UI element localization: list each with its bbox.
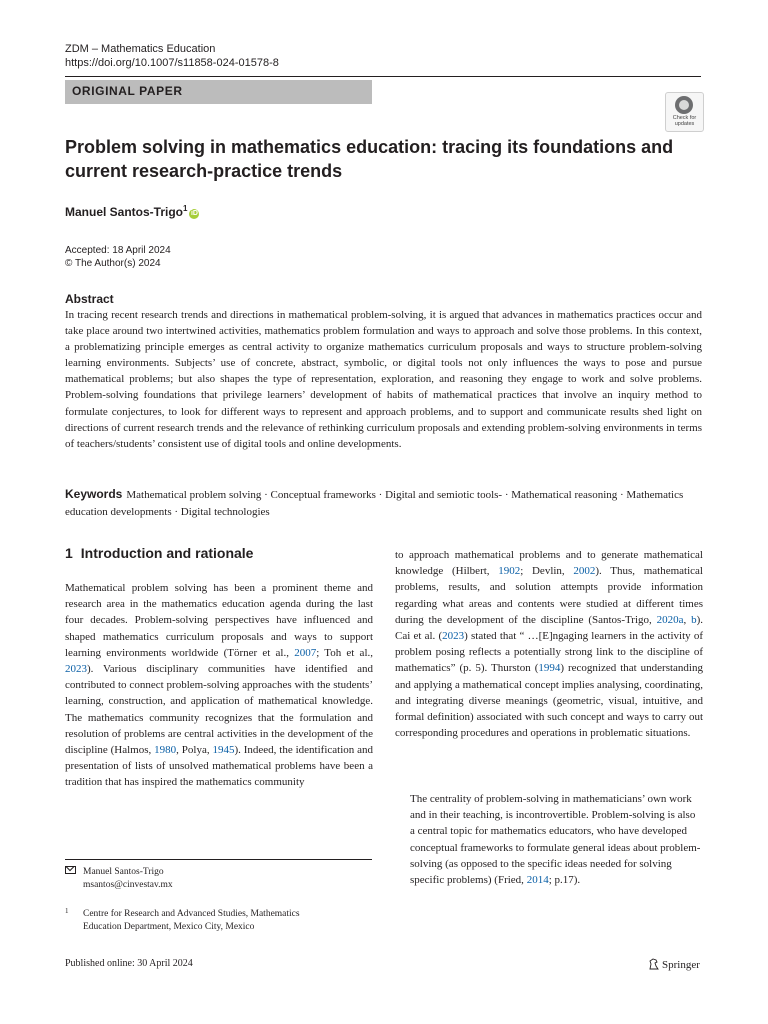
citation-link[interactable]: 2014	[526, 874, 549, 887]
citation-link[interactable]: 1994	[538, 662, 561, 675]
accepted-date: Accepted: 18 April 2024	[65, 245, 171, 256]
copyright: © The Author(s) 2024	[65, 258, 161, 269]
keywords-label: Keywords	[65, 487, 123, 501]
intro-paragraph-right: to approach mathematical problems and to generate mathematical knowledge (Hilbert, 1902; Devlin, 2002). Thus, mathematical problems, results, and solution attempts provide information regarding what areas and contents were studied at different times during the development of the discipline (Santos-Trigo, 2020a, b). Cai et al. (2023) stated that “ …[E]ngaging learners in the activity of problem posing reflects a potentially strong link to the discipline of mathematics” (p. 5). Thurston (1994) recognized that understanding and applying a mathematical concept implies analysing, coordinating, and integrating diverse meanings (geometric, visual, intuitive, and formal definition) associated with such concept and ways to carry out corresponding procedures and operations in problematic situations.	[395, 549, 703, 740]
doi-link[interactable]: https://doi.org/10.1007/s11858-024-01578-8	[65, 57, 279, 69]
journal-header	[65, 42, 279, 70]
affiliation-line-1: Centre for Research and Advanced Studies, Mathematics	[83, 909, 300, 919]
citation-link[interactable]: 2023	[65, 663, 87, 676]
author-name[interactable]: Manuel Santos-Trigo	[65, 205, 184, 219]
corr-author-name: Manuel Santos-Trigo	[83, 867, 164, 877]
section-title: Introduction and rationale	[80, 545, 254, 561]
citation-link[interactable]: 2020a	[656, 613, 684, 626]
orcid-icon[interactable]: iD	[190, 210, 198, 217]
affiliation-number: 1	[65, 907, 69, 915]
citation-link[interactable]: 1945	[212, 744, 235, 757]
affiliation-line-2: Education Department, Mexico City, Mexico	[83, 922, 255, 932]
keywords-list: Mathematical problem solving · Conceptual frameworks · Digital and semiotic tools- · Mathematical reasoning · Mathematics education developments · Digital technologies	[65, 489, 684, 518]
header-rule	[65, 76, 701, 77]
published-date: Published online: 30 April 2024	[65, 958, 193, 969]
citation-link[interactable]: 2007	[294, 646, 317, 659]
paper-type-banner	[65, 80, 372, 104]
corr-author-email[interactable]: msantos@cinvestav.mx	[83, 880, 173, 890]
publisher-logo	[648, 958, 700, 971]
paper-type-label: ORIGINAL PAPER	[72, 84, 183, 98]
author-affiliation-sup: 1	[183, 204, 188, 213]
publisher-name: Springer	[662, 959, 700, 971]
abstract-heading: Abstract	[65, 292, 114, 306]
citation-link[interactable]: b	[691, 613, 697, 626]
springer-horse-icon	[648, 958, 659, 970]
keywords	[65, 486, 685, 520]
citation-link[interactable]: 2023	[442, 630, 465, 643]
affiliation	[65, 905, 300, 934]
article-dates	[65, 244, 171, 270]
citation-link[interactable]: 1902	[498, 565, 521, 578]
section-heading	[65, 545, 253, 561]
intro-paragraph-left: Mathematical problem solving has been a prominent theme and research area in the mathematics education agenda during the last four decades. Problem-solving perspectives have influenced and shaped mathematics curriculum proposals and ways to support learning environments worldwide (Törner et al., 2007; Toh et al., 2023). Various disciplinary communities have identified and contributed to connect problem-solving approaches with the students’ learning, construction, and application of mathematical knowledge. The mathematics community recognizes that the formulation and resolution of problems are central activities in the development of the discipline (Halmos, 1980, Polya, 1945). Indeed, the identification and presentation of lists of unsolved mathematical problems have been a tradition that has inspired the mathematics community	[65, 582, 374, 789]
abstract-text: In tracing recent research trends and directions in mathematical problem-solving, it is argued that advances in mathematics practices occur and take place around two intertwined activities, mathematics problem formulation and ways to approach and solve those problems. In this context, a problematizing principle emerges as central activity to organize mathematics curriculum proposals and ways to structure problem-solving learning environments. Subjects’ use of concrete, abstract, symbolic, or digital tools not only influences the ways to pose and pursue mathematical problems; but also shapes the type of representation, exploration, and reasoning they engage to work and solve problems. Problem-solving foundations that privilege learners’ development of habits of mathematical practices that involve an inquiry method to formulate conjectures, to look for different ways to represent and approach problems, and to support and communicate results shed light on directions of current research trends and the relevance of rethinking curriculum proposals and extending problem-solving environments in terms of teachers/students’ consistent use of digital tools and online developments.	[65, 309, 702, 450]
section-number: 1	[65, 545, 73, 561]
footnote-rule	[65, 859, 372, 860]
author-line	[65, 204, 199, 219]
corresponding-author	[65, 866, 173, 892]
check-updates-icon	[675, 96, 693, 114]
citation-link[interactable]: 1980	[154, 744, 177, 757]
article-title: Problem solving in mathematics education: tracing its foundations and current research-practice trends	[65, 137, 674, 181]
citation-link[interactable]: 2002	[573, 565, 596, 578]
check-updates-label: Check for updates	[672, 115, 697, 127]
block-quote: The centrality of problem-solving in mathematicians’ own work and in their teaching, is incontrovertible. Problem-solving is also a central topic for mathematics educators, who have developed conceptual frameworks to formulate general ideas about problem-solving (as opposed to the specific ideas needed for solving specific problems) (Fried, 2014; p.17).	[410, 793, 701, 887]
check-for-updates-button[interactable]	[665, 92, 704, 132]
envelope-icon	[65, 866, 76, 874]
journal-name: ZDM – Mathematics Education	[65, 43, 216, 55]
